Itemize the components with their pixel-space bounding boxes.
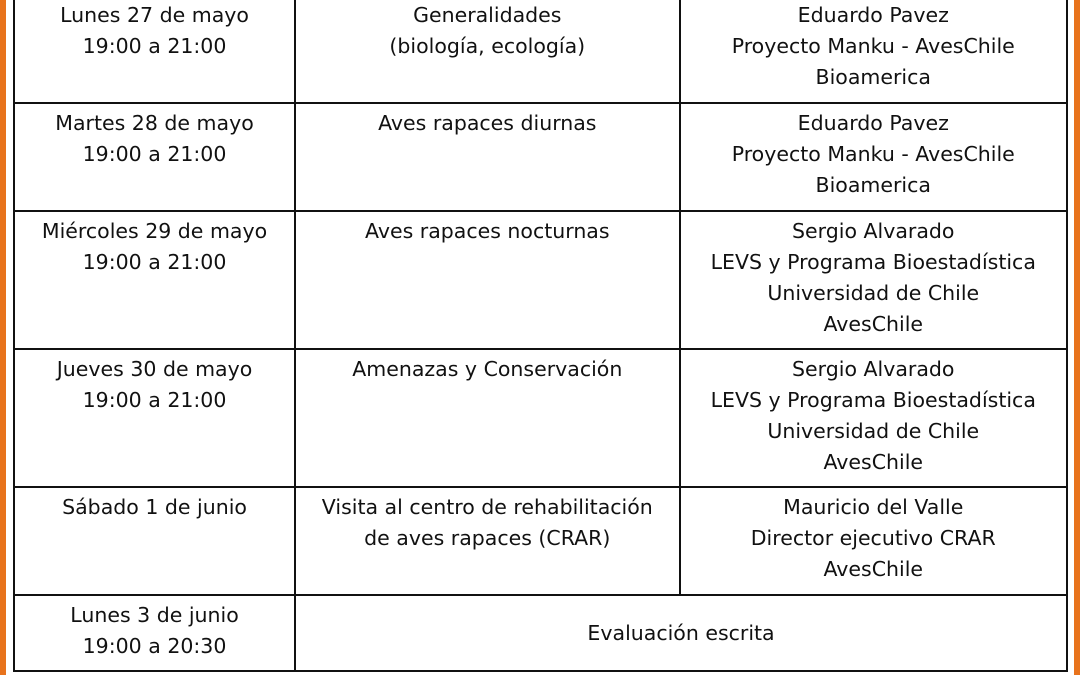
date-cell xyxy=(14,103,295,211)
speaker-line: Bioamerica xyxy=(815,65,931,89)
speaker-line: AvesChile xyxy=(823,312,924,336)
session-time: 19:00 a 21:00 xyxy=(82,34,227,58)
speaker-cell xyxy=(680,103,1067,211)
topic-line: (biología, ecología) xyxy=(389,34,586,58)
speaker-line: Proyecto Manku - AvesChile xyxy=(731,34,1015,58)
session-time: 19:00 a 21:00 xyxy=(82,142,227,166)
speaker-line: Eduardo Pavez xyxy=(797,3,949,27)
topic-cell xyxy=(295,211,679,349)
session-time: 19:00 a 21:00 xyxy=(82,388,227,412)
topic-cell xyxy=(295,103,679,211)
date-cell xyxy=(14,487,295,595)
topic-cell xyxy=(295,349,679,487)
speaker-line: Sergio Alvarado xyxy=(792,357,955,381)
speaker-line: Sergio Alvarado xyxy=(792,219,955,243)
session-date: Jueves 30 de mayo xyxy=(56,357,253,381)
table-row xyxy=(14,487,1067,595)
speaker-line: Mauricio del Valle xyxy=(783,495,964,519)
topic-cell xyxy=(295,0,679,103)
evaluation-label: Evaluación escrita xyxy=(587,620,775,645)
speaker-line: Proyecto Manku - AvesChile xyxy=(731,142,1015,166)
speaker-cell xyxy=(680,349,1067,487)
session-date: Martes 28 de mayo xyxy=(55,111,254,135)
table-row xyxy=(14,103,1067,211)
date-cell xyxy=(14,595,295,671)
speaker-line: Universidad de Chile xyxy=(767,419,980,443)
table-row xyxy=(14,349,1067,487)
speaker-line: Director ejecutivo CRAR xyxy=(750,526,996,550)
topic-line: Aves rapaces nocturnas xyxy=(365,219,610,243)
session-date: Sábado 1 de junio xyxy=(62,495,247,519)
topic-line: Aves rapaces diurnas xyxy=(378,111,597,135)
topic-line: Generalidades xyxy=(413,3,562,27)
speaker-line: AvesChile xyxy=(823,450,924,474)
topic-line: Visita al centro de rehabilitación xyxy=(321,495,653,519)
speaker-cell xyxy=(680,0,1067,103)
topic-cell xyxy=(295,487,679,595)
table-row xyxy=(14,0,1067,103)
speaker-line: Bioamerica xyxy=(815,173,931,197)
session-date: Lunes 3 de junio xyxy=(70,603,239,627)
topic-line: Amenazas y Conservación xyxy=(352,357,623,381)
session-time: 19:00 a 21:00 xyxy=(82,250,227,274)
date-cell xyxy=(14,0,295,103)
speaker-cell xyxy=(680,487,1067,595)
speaker-line: Eduardo Pavez xyxy=(797,111,949,135)
speaker-line: Universidad de Chile xyxy=(767,281,980,305)
date-cell xyxy=(14,349,295,487)
speaker-line: LEVS y Programa Bioestadística xyxy=(710,250,1036,274)
orange-frame-right xyxy=(1074,0,1080,675)
date-cell xyxy=(14,211,295,349)
table-row xyxy=(14,595,1067,671)
speaker-line: AvesChile xyxy=(823,557,924,581)
topic-line: de aves rapaces (CRAR) xyxy=(364,526,611,550)
evaluation-cell xyxy=(295,595,1067,671)
schedule-table xyxy=(13,0,1068,672)
table-row xyxy=(14,211,1067,349)
session-date: Lunes 27 de mayo xyxy=(60,3,249,27)
speaker-line: LEVS y Programa Bioestadística xyxy=(710,388,1036,412)
speaker-cell xyxy=(680,211,1067,349)
session-time: 19:00 a 20:30 xyxy=(82,634,227,658)
session-date: Miércoles 29 de mayo xyxy=(41,219,268,243)
orange-frame-left xyxy=(0,0,6,675)
